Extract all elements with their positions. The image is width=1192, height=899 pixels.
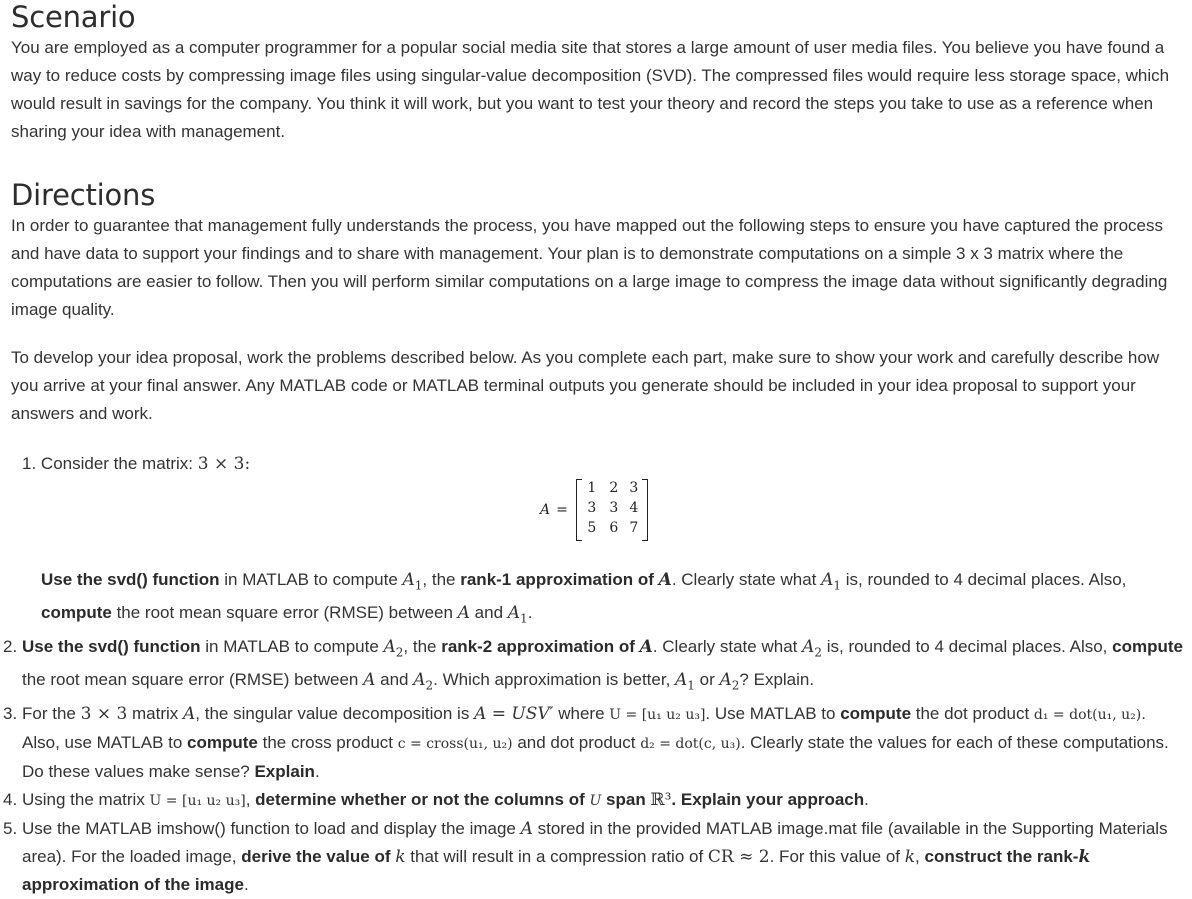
q5-text: that will result in a compression ratio of bbox=[405, 846, 708, 866]
q4-math: ℝ³ bbox=[650, 789, 672, 810]
question-1-intro-math: 3 × 3: bbox=[197, 454, 251, 474]
q2-text: . Clearly state what bbox=[652, 636, 803, 656]
q3-math: d₂ = dot(c, u₃) bbox=[640, 735, 741, 752]
q1-text: is, rounded to 4 decimal places. Also, bbox=[841, 570, 1127, 589]
q2-text: in MATLAB to compute bbox=[200, 636, 384, 656]
question-1-intro bbox=[22, 450, 250, 478]
q2-sub: 2 bbox=[395, 645, 404, 660]
matrix-cell: 1 bbox=[587, 480, 597, 496]
question-1-intro-text: Consider the matrix: bbox=[40, 454, 194, 473]
q1-math: A bbox=[658, 570, 672, 590]
q3-text: . Clearly state the values for each of these computations. Do these values make sense? bbox=[22, 732, 1169, 781]
matrix-cell: 7 bbox=[629, 520, 639, 536]
matrix-cell: 6 bbox=[609, 520, 619, 536]
q3-text: matrix bbox=[127, 703, 184, 723]
q3-math: d₁ = dot(u₁, u₂) bbox=[1033, 706, 1142, 723]
q3-text: . Also, use MATLAB to bbox=[22, 703, 1146, 752]
matrix-cell: 4 bbox=[629, 500, 639, 516]
q3-math: 3 × 3 bbox=[80, 703, 128, 724]
q5-text: , bbox=[915, 846, 925, 866]
q2-bold-2: rank-2 approximation of bbox=[441, 636, 635, 656]
q1-text: . Clearly state what bbox=[671, 570, 822, 589]
q2-sub: 1 bbox=[687, 678, 695, 693]
matrix-cell: 5 bbox=[587, 520, 597, 536]
matrix-a-grid bbox=[576, 479, 648, 541]
q3-math: A = USV′ bbox=[474, 703, 554, 724]
scenario-paragraph: You are employed as a computer programmer for a popular social media site that stores a large amount of user media files. You believe you have found a way to reduce costs by compressing image files using singular-value decomposition (SVD). The compressed files would require less storage space, which would result in savings for the company. You think it will work, but you want to test your theory and record the steps you take to use as a reference when sharing your idea with management. bbox=[11, 38, 1170, 141]
q3-text: the cross product bbox=[257, 732, 398, 752]
q5-math: A bbox=[520, 818, 533, 839]
question-1-number: 1. bbox=[22, 454, 37, 473]
q3-math: c = cross(u₁, u₂) bbox=[397, 735, 513, 752]
q1-bold-2: rank-1 approximation of bbox=[460, 570, 654, 589]
q3-text: and dot product bbox=[512, 732, 641, 752]
q1-sub: 1 bbox=[520, 611, 528, 626]
matrix-cell: 2 bbox=[609, 480, 619, 496]
q1-sub: 1 bbox=[414, 578, 423, 593]
q5-math: CR ≈ 2 bbox=[707, 846, 770, 867]
q5-text: Use the MATLAB imshow() function to load and display the image bbox=[22, 818, 521, 838]
q3-text: . Use MATLAB to bbox=[705, 703, 841, 723]
q5-bold: derive the value of bbox=[241, 846, 391, 866]
q1-text: in MATLAB to compute bbox=[219, 570, 403, 589]
question-5-number: 5. bbox=[3, 818, 18, 838]
q5-math: k bbox=[1078, 846, 1091, 867]
q2-sub: 2 bbox=[425, 678, 434, 693]
q1-text: . bbox=[527, 603, 533, 623]
question-list bbox=[3, 566, 1187, 899]
question-4-number: 4. bbox=[3, 789, 18, 809]
question-3-number: 3. bbox=[3, 703, 18, 723]
q2-text: the root mean square error (RMSE) between bbox=[22, 670, 364, 690]
q1-text: , the bbox=[422, 570, 461, 589]
q2-sub: 2 bbox=[814, 645, 823, 660]
q2-text: ? Explain. bbox=[739, 670, 815, 690]
q1-sub: 1 bbox=[833, 578, 842, 593]
q2-text: . Which approximation is better, bbox=[433, 670, 676, 690]
question-5 bbox=[3, 815, 1187, 899]
q3-text: the dot product bbox=[911, 703, 1034, 723]
matrix-cell: 3 bbox=[629, 480, 639, 496]
q2-text: is, rounded to 4 decimal places. Also, bbox=[822, 636, 1113, 656]
matrix-a-label: A bbox=[540, 502, 551, 518]
q3-math: U = [u₁ u₂ u₃] bbox=[609, 706, 706, 723]
q1-math: A bbox=[507, 603, 521, 624]
matrix-a-display bbox=[540, 479, 648, 541]
q4-text: , bbox=[245, 789, 256, 809]
question-2-number: 2. bbox=[3, 636, 18, 656]
question-3 bbox=[3, 700, 1187, 786]
question-1-body bbox=[22, 566, 1187, 633]
q5-text: . For this value of bbox=[769, 846, 905, 866]
q2-math: A bbox=[802, 636, 815, 657]
q1-math: A bbox=[457, 603, 470, 624]
q3-bold: compute bbox=[187, 732, 258, 752]
q4-bold: determine whether or not the columns of bbox=[255, 789, 585, 809]
q1-math: A bbox=[402, 570, 415, 590]
q2-math: A bbox=[413, 670, 426, 691]
directions-paragraph-1: In order to guarantee that management fully understands the process, you have mapped out the following steps to ensure you have captured the process and have data to support your findings and to share with management. Your plan is to demonstrate computations on a simple 3 x 3 matrix where the computations are easier to follow. Then you will perform similar computations on a large image to compress the image data without significantly degrading image quality. bbox=[11, 216, 1168, 319]
matrix-equals-sign: = bbox=[556, 502, 568, 518]
q1-bold-3: compute bbox=[41, 603, 112, 623]
q3-text: , the singular value decomposition is bbox=[195, 703, 475, 723]
directions-heading: Directions bbox=[11, 178, 156, 212]
q2-bold-3: compute bbox=[1112, 636, 1183, 656]
q5-text: . bbox=[243, 874, 249, 894]
q5-bold: approximation of the image bbox=[22, 874, 244, 894]
q3-text: where bbox=[553, 703, 610, 723]
q2-text: , the bbox=[403, 636, 442, 656]
q1-text: the root mean square error (RMSE) between bbox=[111, 603, 458, 623]
q3-bold: Explain bbox=[254, 761, 315, 781]
q1-math: A bbox=[821, 570, 834, 590]
q2-sub: 2 bbox=[731, 678, 740, 693]
q2-text: and bbox=[375, 670, 414, 690]
q3-text: For the bbox=[22, 703, 81, 723]
q2-math: A bbox=[383, 636, 396, 657]
directions-paragraph-2: To develop your idea proposal, work the problems described below. As you complete each part, make sure to show your work and carefully describe how you arrive at your final answer. Any MATLAB code or MATLAB terminal outputs you generate should be included in your idea proposal to support your answers and work. bbox=[11, 348, 1160, 423]
q5-math: k bbox=[904, 846, 916, 867]
q4-bold: span bbox=[601, 789, 651, 809]
q3-text: . bbox=[314, 761, 320, 781]
question-2 bbox=[3, 633, 1187, 700]
q2-math: A bbox=[639, 636, 653, 657]
matrix-cell: 3 bbox=[587, 500, 597, 516]
q5-bold: construct the rank- bbox=[924, 846, 1079, 866]
q3-bold: compute bbox=[840, 703, 912, 723]
q4-math: U = [u₁ u₂ u₃] bbox=[149, 792, 246, 809]
q2-text: or bbox=[694, 670, 720, 690]
q5-math: k bbox=[395, 846, 406, 867]
q4-math: U bbox=[589, 792, 602, 809]
q3-math: A bbox=[183, 703, 196, 724]
q4-text: . bbox=[864, 789, 869, 809]
q4-text: Using the matrix bbox=[22, 789, 150, 809]
q2-bold-1: Use the svd() function bbox=[22, 636, 201, 656]
q1-text: and bbox=[469, 603, 508, 623]
q2-math: A bbox=[719, 670, 732, 691]
q2-math: A bbox=[675, 670, 688, 691]
q5-text: stored in the provided MATLAB image.mat file (available in the Supporting Materials area). For the loaded image, bbox=[22, 818, 1168, 866]
q4-bold: . Explain your approach bbox=[671, 789, 865, 809]
q2-math: A bbox=[363, 670, 376, 691]
scenario-heading: Scenario bbox=[11, 0, 136, 34]
question-4 bbox=[3, 786, 1187, 815]
matrix-cell: 3 bbox=[609, 500, 619, 516]
q1-bold-1: Use the svd() function bbox=[41, 570, 220, 589]
